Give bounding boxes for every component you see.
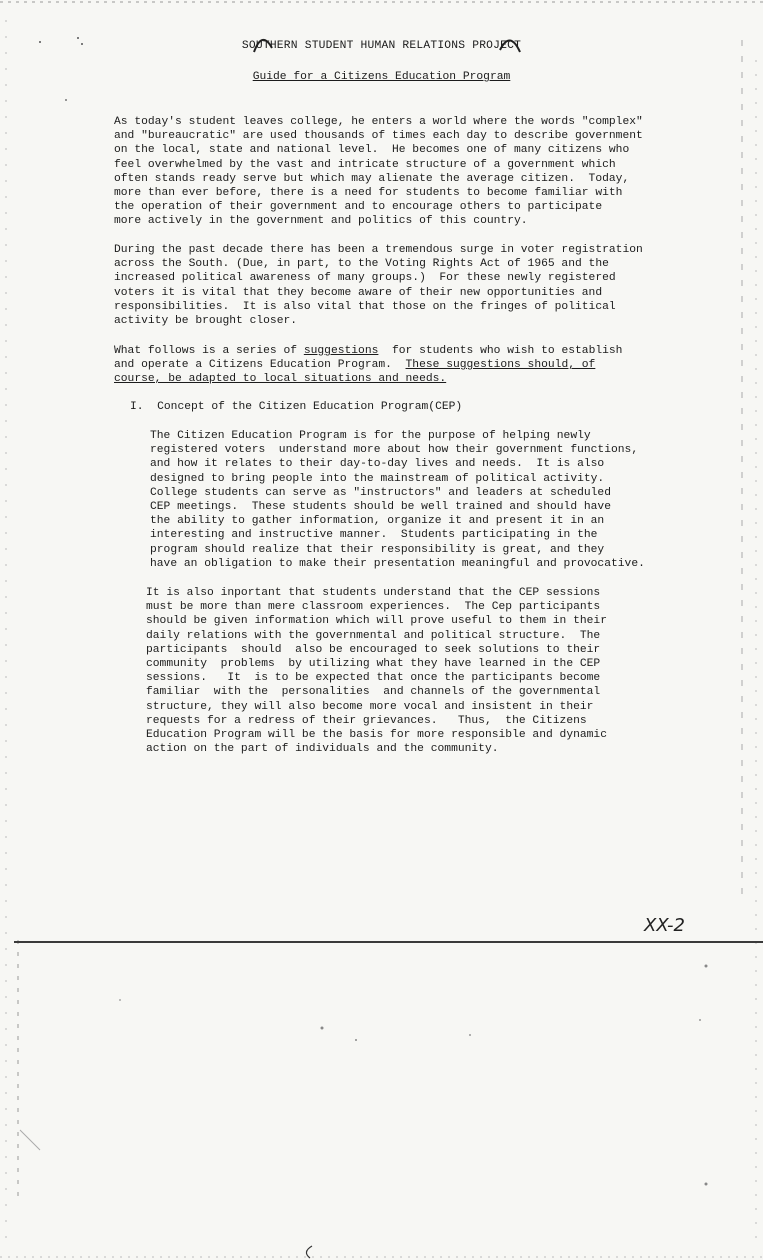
paragraph-suggestions (114, 344, 674, 387)
text-line: sessions. It is to be expected that once the participants become (146, 672, 601, 685)
text-line: across the South. (Due, in part, to the Voting Rights Act of 1965 and the (114, 258, 609, 271)
text-line: the operation of their government and to encourage others to participate (114, 201, 603, 214)
section1-paragraph2 (146, 586, 666, 756)
document-subtitle: Guide for a Citizens Education Program (252, 71, 511, 83)
text-line: increased political awareness of many groups.) For these newly registered (114, 272, 616, 285)
text-line: designed to bring people into the mainstream of political activity. (150, 472, 605, 485)
page-divider (14, 941, 763, 943)
text-line: feel overwhelmed by the vast and intricate structure of a government which (114, 158, 616, 171)
handwritten-page-label: XX-2 (644, 915, 685, 936)
text-line (114, 344, 674, 358)
text-line: voters it is vital that they become aware of their new opportunities and (114, 286, 603, 299)
text-line: the ability to gather information, organize it and present it in an (150, 515, 605, 528)
text-line: and how it relates to their day-to-day lives and needs. It is also (150, 458, 605, 471)
text-line: CEP meetings. These students should be well trained and should have (150, 501, 611, 514)
text-line: community problems by utilizing what they have learned in the CEP (146, 658, 601, 671)
text-line: activity be brought closer. (114, 315, 298, 328)
text-line: on the local, state and national level. He becomes one of many citizens who (114, 144, 630, 157)
underlined-text: suggestions (303, 345, 379, 357)
text-line: requests for a redress of their grievances. Thus, the Citizens (146, 714, 587, 727)
text-line: program should realize that their responsibility is great, and they (150, 543, 605, 556)
text-fragment: for students who wish to establish (378, 345, 623, 357)
text-line: and "bureaucratic" are used thousands of times each day to describe government (114, 130, 643, 143)
section1-paragraph1 (150, 429, 670, 571)
section-heading: I. Concept of the Citizen Education Program(CEP) (130, 401, 463, 413)
text-line (114, 358, 674, 372)
text-line: daily relations with the governmental and political structure. The (146, 629, 601, 642)
text-line: must be more than mere classroom experiences. The Cep participants (146, 601, 601, 614)
underlined-text: course, be adapted to local situations and needs. (114, 373, 447, 386)
underlined-text: These suggestions should, of (405, 359, 596, 372)
paragraph-intro (114, 115, 674, 229)
text-line: registered voters understand more about how their government functions, (150, 444, 639, 457)
text-line: have an obligation to make their presentation meaningful and provocative. (150, 557, 645, 570)
text-line: College students can serve as "instructors" and leaders at scheduled (150, 486, 611, 499)
text-line: more actively in the government and politics of this country. (114, 215, 528, 228)
text-line: familiar with the personalities and channels of the governmental (146, 686, 601, 699)
text-fragment: What follows is a series of (114, 345, 304, 357)
text-line: responsibilities. It is also vital that those on the fringes of political (114, 300, 616, 313)
document-title: SOUTHERN STUDENT HUMAN RELATIONS PROJECT (241, 40, 522, 52)
text-line: should be given information which will prove useful to them in their (146, 615, 607, 628)
text-line: action on the part of individuals and the community. (146, 743, 499, 756)
paragraph-voter-registration (114, 243, 674, 328)
text-line: more than ever before, there is a need for students to become familiar with (114, 187, 623, 200)
text-line: During the past decade there has been a tremendous surge in voter registration (114, 244, 643, 256)
text-line: As today's student leaves college, he enters a world where the words "complex" (114, 116, 643, 128)
text-line: participants should also be encouraged to seek solutions to their (146, 643, 601, 656)
text-line: interesting and instructive manner. Students participating in the (150, 529, 598, 542)
text-line: The Citizen Education Program is for the purpose of helping newly (150, 430, 591, 442)
text-fragment: and operate a Citizens Education Program. (114, 359, 406, 372)
text-line: It is also inportant that students understand that the CEP sessions (146, 587, 601, 599)
text-line: structure, they will also become more vocal and insistent in their (146, 700, 594, 713)
text-line: Education Program will be the basis for more responsible and dynamic (146, 729, 607, 742)
text-line: often stands ready serve but which may alienate the average citizen. Today, (114, 172, 630, 185)
